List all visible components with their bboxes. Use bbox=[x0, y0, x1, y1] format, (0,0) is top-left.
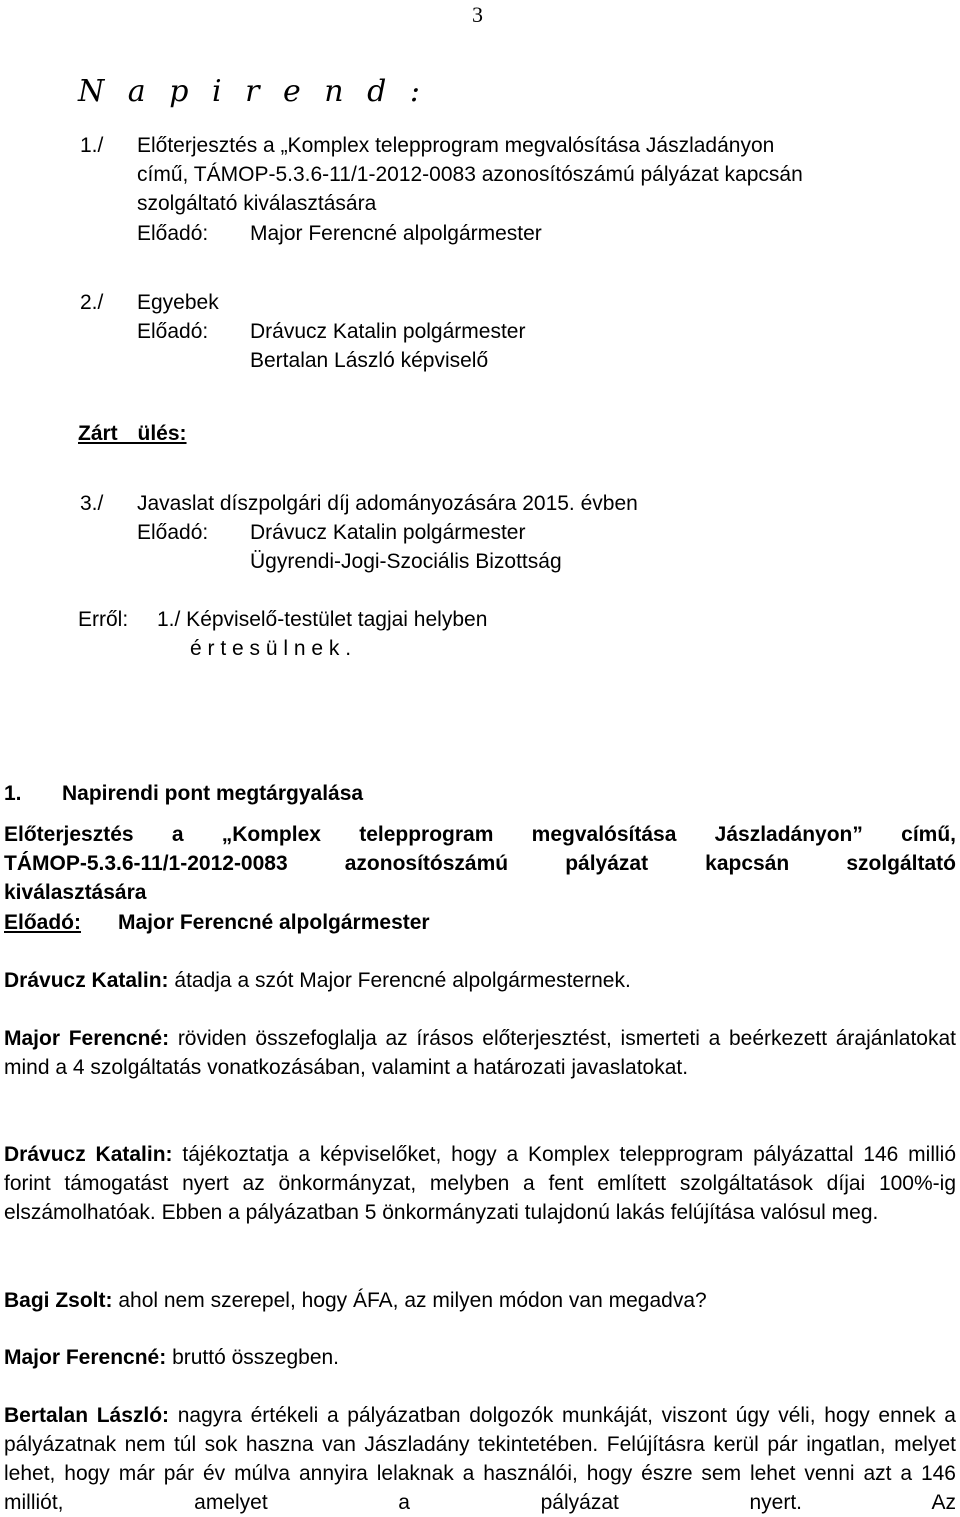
agenda-item-1-line: című, TÁMOP-5.3.6-11/1-2012-0083 azonosítószámú pályázat kapcsán bbox=[137, 163, 803, 186]
minutes-entry bbox=[4, 966, 956, 995]
speaker-name: Drávucz Katalin: bbox=[4, 1143, 173, 1166]
notice-recipients: 1./ Képviselő-testület tagjai helyben bbox=[157, 608, 488, 631]
minutes-entry bbox=[4, 1024, 956, 1082]
section-subject-line: TÁMOP-5.3.6-11/1-2012-0083 azonosítószámú pályázat kapcsán szolgáltató bbox=[4, 852, 956, 875]
notice-label: Erről: bbox=[78, 608, 129, 631]
agenda-item-3-presenter: Drávucz Katalin polgármester bbox=[250, 521, 526, 544]
speaker-name: Drávucz Katalin: bbox=[4, 969, 169, 992]
speaker-name: Major Ferencné: bbox=[4, 1346, 167, 1369]
speaker-text: nagyra értékeli a pályázatban dolgozók munkáját, viszont úgy véli, hogy ennek a pályázatnak nem túl sok haszna van Jászladány tekintetében. Felújításra kerül pár ingatlan, melyet lehet, hogy már pár év múlva annyira lelaknak a használói, hogy észre sem lehet venni azt a 146 milliót, amelyet a pályázat nyert. Az bbox=[4, 1404, 956, 1514]
closed-session-heading: Zárt ülés: bbox=[78, 422, 187, 445]
minutes-entry bbox=[4, 1401, 956, 1517]
agenda-item-3-presenter: Ügyrendi-Jogi-Szociális Bizottság bbox=[250, 550, 562, 573]
speaker-text: ahol nem szerepel, hogy ÁFA, az milyen módon van megadva? bbox=[118, 1289, 707, 1312]
minutes-entry bbox=[4, 1140, 956, 1227]
speaker-text: bruttó összegben. bbox=[172, 1346, 340, 1369]
speaker-text: röviden összefoglalja az írásos előterjesztést, ismerteti a beérkezett árajánlatokat mind a 4 szolgáltatás vonatkozásában, valamint a határozati javaslatokat. bbox=[4, 1027, 956, 1079]
section-heading-number: 1. bbox=[4, 782, 22, 805]
notice-informed: é r t e s ü l n e k . bbox=[190, 637, 352, 660]
section-heading: Napirendi pont megtárgyalása bbox=[62, 782, 364, 805]
agenda-item-3-number: 3./ bbox=[80, 492, 104, 515]
agenda-item-1-presenter-label: Előadó: bbox=[137, 222, 209, 245]
speaker-name: Major Ferencné: bbox=[4, 1027, 170, 1050]
agenda-item-2-number: 2./ bbox=[80, 291, 104, 314]
section-presenter: Major Ferencné alpolgármester bbox=[118, 911, 430, 934]
agenda-item-3-title: Javaslat díszpolgári díj adományozására 2015. évben bbox=[137, 492, 638, 515]
agenda-item-3-presenter-label: Előadó: bbox=[137, 521, 209, 544]
agenda-item-2-presenter: Bertalan László képviselő bbox=[250, 349, 489, 372]
agenda-item-1-number: 1./ bbox=[80, 134, 104, 157]
agenda-item-1-presenter: Major Ferencné alpolgármester bbox=[250, 222, 542, 245]
agenda-title: N a p i r e n d : bbox=[78, 74, 427, 109]
agenda-item-1-line: szolgáltató kiválasztására bbox=[137, 192, 377, 215]
section-subject-line: Előterjesztés a „Komplex telepprogram megvalósítása Jászladányon” című, bbox=[4, 823, 956, 846]
speaker-text: tájékoztatja a képviselőket, hogy a Komplex telepprogram pályázattal 146 millió forint támogatást nyert az önkormányzat, melyben a fent említett szolgáltatások díjai 100%-ig elszámolhatóak. Ebben a pályázatban 5 önkormányzati tulajdonú lakás felújítása valósul meg. bbox=[4, 1143, 956, 1224]
speaker-text: átadja a szót Major Ferencné alpolgármesternek. bbox=[174, 969, 631, 992]
agenda-item-2-title: Egyebek bbox=[137, 291, 219, 314]
section-subject-line: kiválasztására bbox=[4, 881, 147, 904]
section-presenter-label: Előadó: bbox=[4, 911, 81, 934]
speaker-name: Bagi Zsolt: bbox=[4, 1289, 113, 1312]
page-number: 3 bbox=[472, 2, 483, 27]
agenda-item-1-line: Előterjesztés a „Komplex telepprogram megvalósítása Jászladányon bbox=[137, 134, 775, 157]
speaker-name: Bertalan László: bbox=[4, 1404, 170, 1427]
minutes-entry bbox=[4, 1286, 956, 1315]
agenda-item-2-presenter-label: Előadó: bbox=[137, 320, 209, 343]
minutes-entry bbox=[4, 1343, 956, 1372]
agenda-item-2-presenter: Drávucz Katalin polgármester bbox=[250, 320, 526, 343]
